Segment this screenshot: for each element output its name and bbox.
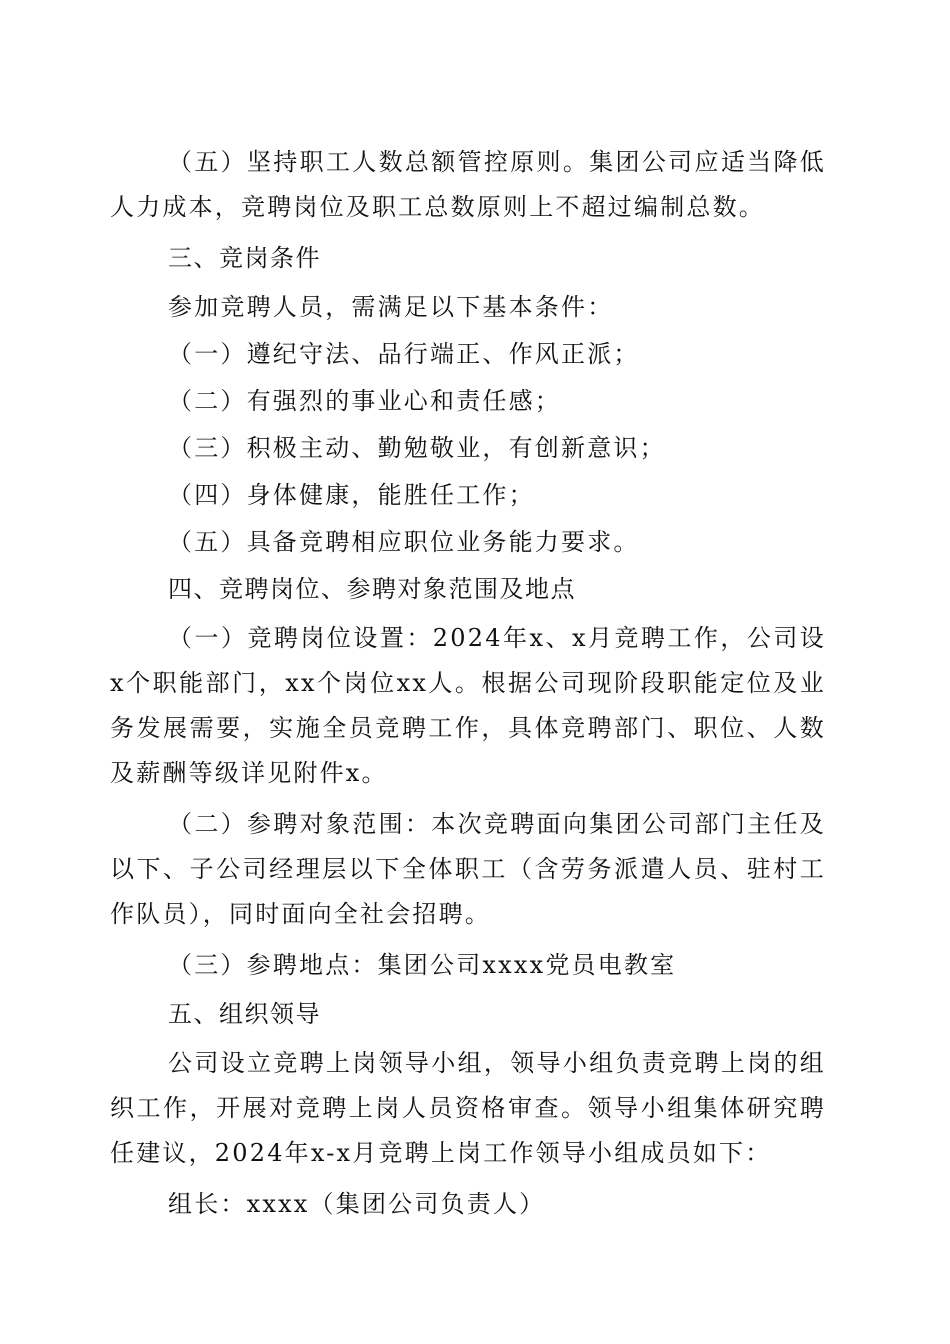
paragraph-leadership-group: 公司设立竞聘上岗领导小组，领导小组负责竞聘上岗的组织工作，开展对竞聘上岗人员资格审查。领导小组集体研究聘任建议，2024年x-x月竞聘上岗工作领导小组成员如下： xyxy=(110,1049,826,1167)
section-heading-5: 五、组织领导 xyxy=(168,1000,321,1028)
paragraph-condition-1: （一）遵纪守法、品行端正、作风正派； xyxy=(168,340,640,368)
paragraph-candidate-scope: （二）参聘对象范围：本次竞聘面向集团公司部门主任及以下、子公司经理层以下全体职工（含劳务派遣人员、驻村工作队员），同时面向全社会招聘。 xyxy=(110,810,826,928)
paragraph-condition-5: （五）具备竞聘相应职位业务能力要求。 xyxy=(168,528,640,556)
section-heading-3: 三、竞岗条件 xyxy=(168,244,321,272)
paragraph-condition-2: （二）有强烈的事业心和责任感； xyxy=(168,387,561,415)
paragraph-condition-3: （三）积极主动、勤勉敬业，有创新意识； xyxy=(168,434,666,462)
section-heading-4: 四、竞聘岗位、参聘对象范围及地点 xyxy=(168,575,576,603)
paragraph-location: （三）参聘地点：集团公司xxxx党员电教室 xyxy=(168,951,677,979)
paragraph-position-setup: （一）竞聘岗位设置：2024年x、x月竞聘工作，公司设x个职能部门，xx个岗位xx人。根据公司现阶段职能定位及业务发展需要，实施全员竞聘工作，具体竞聘部门、职位、人数及薪酬等级详见附件x。 xyxy=(110,624,826,787)
paragraph-conditions-intro: 参加竞聘人员，需满足以下基本条件： xyxy=(168,293,614,321)
paragraph-condition-4: （四）身体健康，能胜任工作； xyxy=(168,481,535,509)
document-body xyxy=(110,140,826,1227)
paragraph-group-leader: 组长：xxxx（集团公司负责人） xyxy=(168,1190,546,1218)
paragraph-principle-5: （五）坚持职工人数总额管控原则。集团公司应适当降低人力成本，竞聘岗位及职工总数原则上不超过编制总数。 xyxy=(110,148,826,221)
